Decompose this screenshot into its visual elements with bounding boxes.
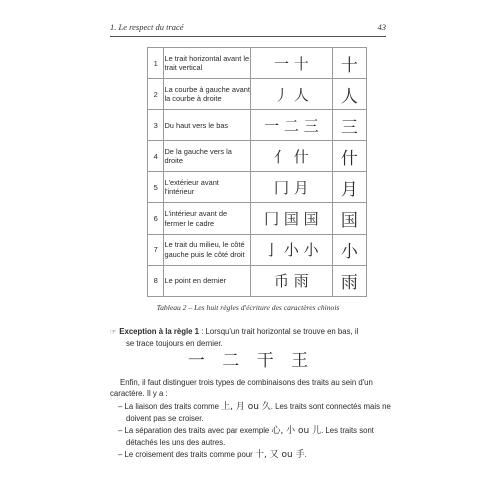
rule-number: 5 — [148, 172, 164, 203]
rule-number: 6 — [148, 203, 164, 234]
final-character: 雨 — [332, 265, 366, 296]
stroke-steps: 一 二 三 — [251, 110, 333, 141]
stroke-steps: 亅 小 小 — [251, 234, 333, 265]
stroke-steps: 冂 月 — [251, 172, 333, 203]
table-row — [148, 265, 367, 296]
chapter-title: 1. Le respect du tracé — [110, 22, 184, 32]
exception-text: : Lorsqu'un trait horizontal se trouve en bas, il — [199, 327, 359, 336]
stroke-steps: 币 雨 — [251, 265, 333, 296]
rule-number: 3 — [148, 110, 164, 141]
rule-number: 8 — [148, 265, 164, 296]
exception-characters: 一 二 干 王 — [187, 351, 315, 371]
intro-paragraph: Enfin, il faut distinguer trois types de combinaisons des traits au sein d'un caractère. Il y a : — [110, 378, 373, 398]
rule-description: Le point en dernier — [164, 265, 251, 296]
rule-number: 1 — [148, 48, 164, 79]
rule-number: 7 — [148, 234, 164, 265]
rule-description: Du haut vers le bas — [164, 110, 251, 141]
table-row — [148, 234, 367, 265]
stroke-steps: 一 十 — [251, 48, 333, 79]
final-character: 人 — [332, 79, 366, 110]
final-character: 小 — [332, 234, 366, 265]
final-character: 月 — [332, 172, 366, 203]
exception-continuation: se trace toujours en dernier. — [126, 339, 223, 348]
page-number: 43 — [377, 22, 386, 32]
list-item: – Le croisement des traits comme pour 十, 又 ou 手. — [118, 450, 307, 460]
stroke-steps: 丿 人 — [251, 79, 333, 110]
rule-description: La courbe à gauche avant la courbe à droite — [164, 79, 251, 110]
running-header — [110, 22, 386, 32]
final-character: 国 — [332, 203, 366, 234]
rule-description: L'intérieur avant de fermer le cadre — [164, 203, 251, 234]
pointing-hand-icon: ☞ — [110, 329, 117, 336]
exception-label: Exception à la règle 1 — [119, 327, 200, 336]
stroke-rules-table — [147, 47, 367, 297]
rule-description: L'extérieur avant l'intérieur — [164, 172, 251, 203]
rule-description: Le trait du milieu, le côté gauche puis le côté droit — [164, 234, 251, 265]
table-row — [148, 110, 367, 141]
rule-number: 2 — [148, 79, 164, 110]
table-caption: Tableau 2 – Les huit règles d'écriture des caractères chinois — [156, 303, 340, 312]
table-row — [148, 79, 367, 110]
stroke-steps: 亻 什 — [251, 141, 333, 172]
rule-number: 4 — [148, 141, 164, 172]
final-character: 三 — [332, 110, 366, 141]
final-character: 什 — [332, 141, 366, 172]
table-row — [148, 203, 367, 234]
table-row — [148, 141, 367, 172]
header-divider — [110, 36, 386, 37]
list-item: – La liaison des traits comme 上, 月 ou 久. Les traits sont connectés mais ne doivent pas se croiser. — [118, 402, 391, 423]
table-row — [148, 48, 367, 79]
rule-description: Le trait horizontal avant le trait vertical — [164, 48, 251, 79]
final-character: 十 — [332, 48, 366, 79]
stroke-steps: 冂 国 国 — [251, 203, 333, 234]
table-row — [148, 172, 367, 203]
list-item: – La séparation des traits avec par exemple 心, 小 ou 儿. Les traits sont détachés les uns des autres. — [118, 426, 374, 447]
rule-description: De la gauche vers la droite — [164, 141, 251, 172]
